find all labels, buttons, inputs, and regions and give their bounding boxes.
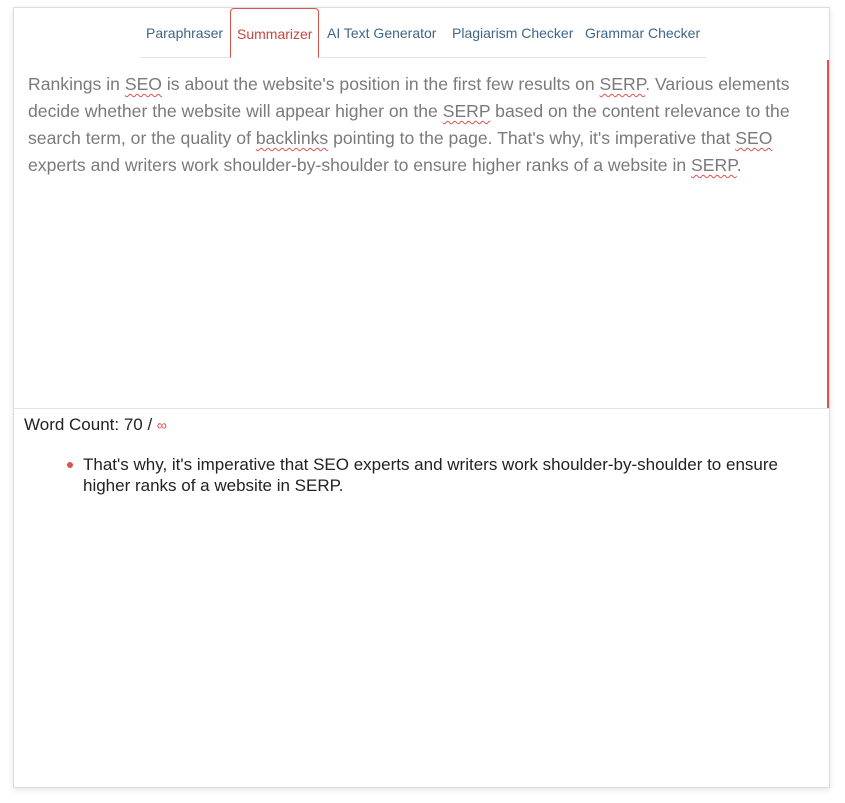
- tab-grammar-checker[interactable]: Grammar Checker: [585, 25, 701, 41]
- input-text-segment: pointing to the page. That's why, it's imperative that: [328, 128, 736, 148]
- tab-ai-text-generator[interactable]: AI Text Generator: [327, 25, 437, 41]
- bullet-icon: [67, 462, 73, 468]
- input-text-area[interactable]: [14, 60, 829, 409]
- tool-tabs: [140, 8, 706, 58]
- input-text-segment: experts and writers work shoulder-by-shoulder to ensure higher ranks of a website in: [28, 155, 692, 175]
- summary-bullet-text: That's why, it's imperative that SEO experts and writers work shoulder-by-shoulder to ensure higher ranks of a website in SERP.: [83, 455, 778, 495]
- misspelled-word: SEO: [735, 128, 773, 148]
- divider: [14, 408, 829, 409]
- tab-summarizer[interactable]: Summarizer: [230, 8, 319, 58]
- summarizer-panel: [13, 7, 830, 788]
- misspelled-word: SERP: [442, 101, 491, 121]
- input-text-segment: Rankings in: [28, 74, 125, 94]
- misspelled-word: SERP: [599, 74, 646, 94]
- infinity-icon: ∞: [156, 417, 167, 433]
- word-count: [24, 414, 167, 436]
- tab-paraphraser[interactable]: Paraphraser: [146, 25, 224, 41]
- word-count-label: Word Count: 70 /: [24, 415, 157, 434]
- summary-output: [64, 454, 814, 496]
- misspelled-word: SERP: [691, 155, 737, 175]
- input-text-segment: is about the website's position in the first few results on: [161, 74, 600, 94]
- misspelled-word: backlinks: [255, 128, 329, 148]
- misspelled-word: SEO: [124, 74, 162, 94]
- input-text-segment: . Various elements decide whether the website will appear higher on the: [28, 74, 790, 121]
- input-text-segment: .: [736, 155, 742, 175]
- tab-plagiarism-checker[interactable]: Plagiarism Checker: [452, 25, 574, 41]
- summary-bullet-item: [64, 454, 814, 496]
- input-text-segment: based on the content relevance to the search term, or the quality of: [28, 101, 790, 148]
